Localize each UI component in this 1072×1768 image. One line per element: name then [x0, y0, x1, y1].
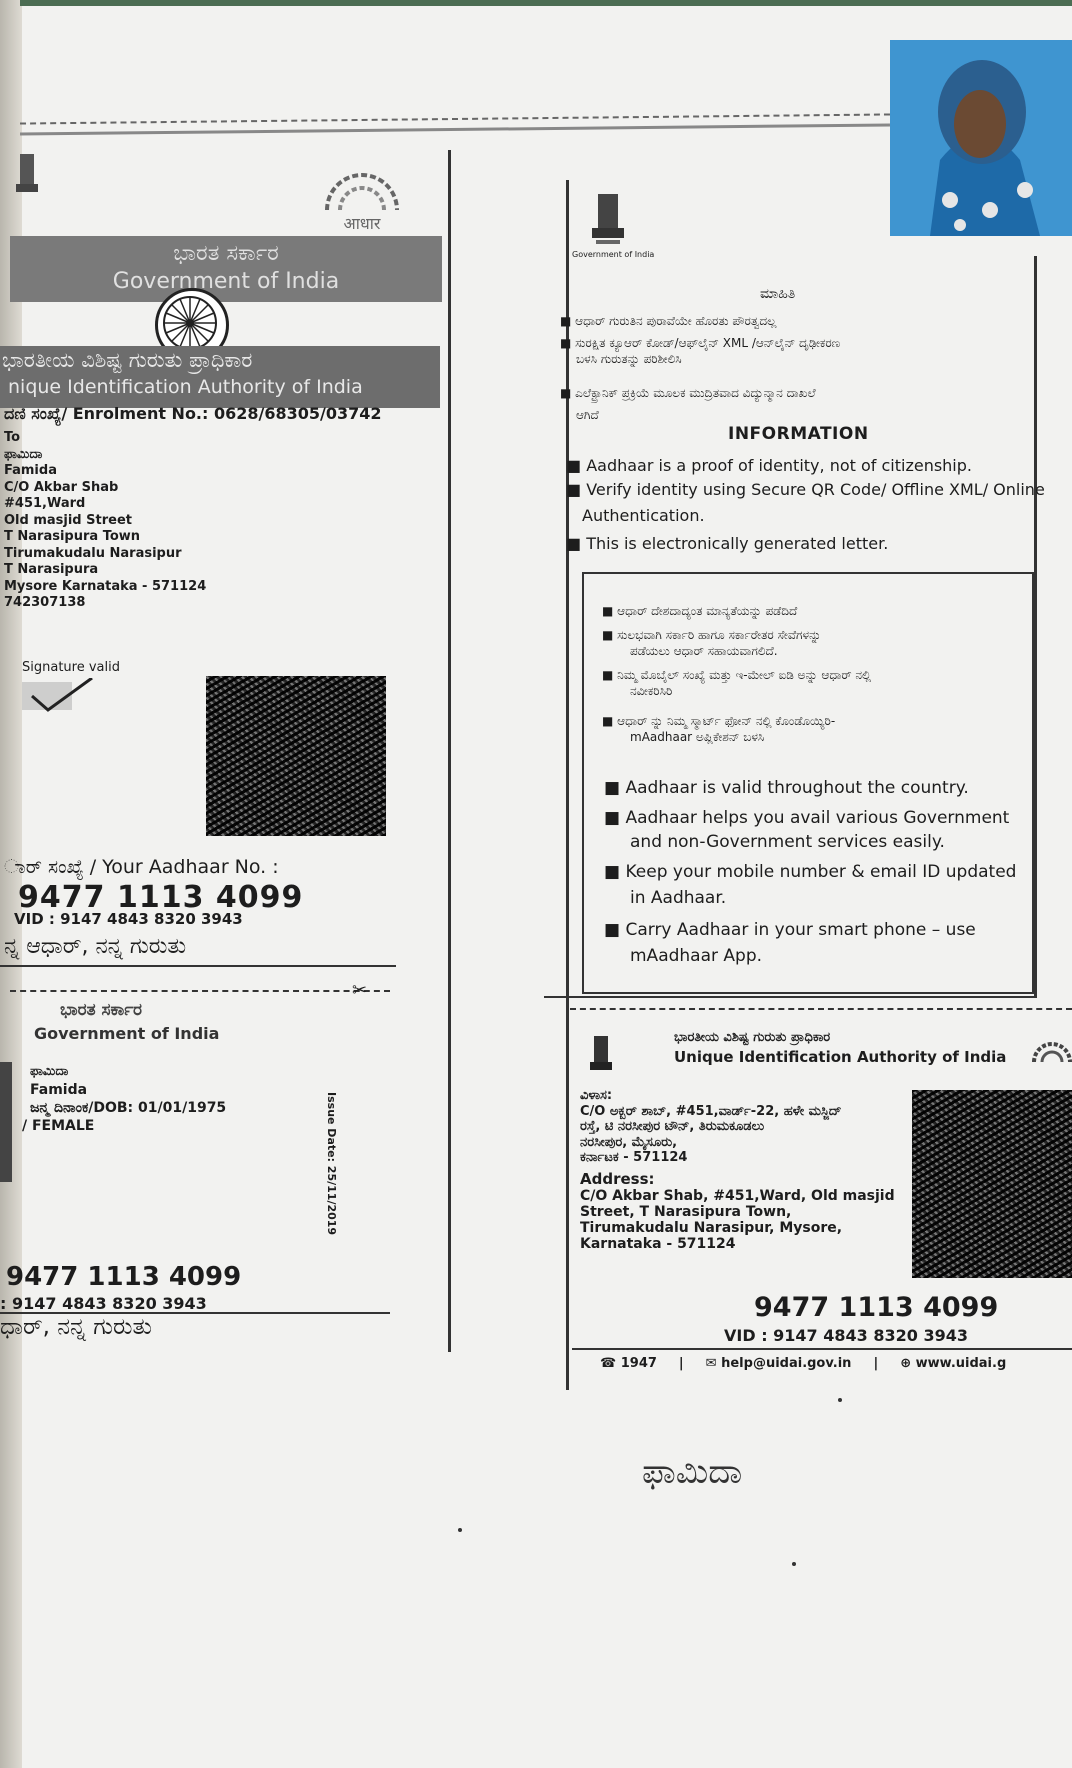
info-bullet-kn: ■ ಸುರಕ್ಷಿತ ಕ್ಯೂಆರ್ ಕೋಡ್/ಆಫ್‌ಲೈನ್ XML /ಆನ್‌ಲೈನ್ ದೃಢೀಕರಣ	[560, 336, 841, 350]
aadhaar-sun-icon	[1030, 1024, 1072, 1064]
tagline: ನ್ನ ಆಧಾರ್, ನನ್ನ ಗುರುತು	[4, 934, 187, 959]
email-address: help@uidai.gov.in	[721, 1356, 852, 1371]
address-line: T Narasipura Town	[4, 529, 141, 544]
uidai-kn: ಭಾರತೀಯ ವಿಶಿಷ್ಟ ಗುರುತು ಪ್ರಾಧಿಕಾರ	[2, 348, 253, 372]
box-bullet-kn-text: ನಿಮ್ಮ ಮೊಬೈಲ್ ಸಂಖ್ಯೆ ಮತ್ತು ಇ-ಮೇಲ್ ಐಡಿ ಅನ್ನು ಆಧಾರ್ ನಲ್ಲಿ	[617, 668, 872, 682]
info-bullet-kn-text: ಆಧಾರ್ ಗುರುತಿನ ಪುರಾವೆಯೇ ಹೊರತು ಪೌರತ್ವದಲ್ಲ	[575, 314, 777, 328]
email-item	[706, 1356, 852, 1371]
national-emblem-icon	[584, 188, 632, 252]
holder-name-kn: ಫಾಮಿದಾ	[30, 1064, 69, 1079]
globe-icon: ⊕	[900, 1356, 912, 1371]
vid-number: VID : 9147 4843 8320 3943	[14, 910, 243, 928]
gov-banner	[10, 236, 442, 302]
issue-date: Issue Date: 25/11/2019	[325, 1092, 338, 1236]
top-solid-line	[20, 123, 890, 135]
address-kn-line: C/O ಅಕ್ಬರ್ ಶಾಬ್, #451,ವಾರ್ಡ್-22, ಹಳೇ ಮಸ್ಜಿದ್	[580, 1103, 842, 1119]
box-bullet-kn-cont: ನವೀಕರಿಸಿರಿ	[630, 684, 673, 698]
cut-line	[10, 990, 390, 992]
holder-name: Famida	[30, 1082, 88, 1098]
footer-divider	[572, 1348, 1072, 1350]
phone-number: 1947	[620, 1356, 657, 1371]
info-bullet: ■ Aadhaar is a proof of identity, not of citizenship.	[566, 456, 972, 475]
speck	[838, 1398, 842, 1402]
address-en-line: C/O Akbar Shab, #451,Ward, Old masjid	[580, 1188, 895, 1204]
address-en-line: Street, T Narasipura Town,	[580, 1204, 792, 1220]
info-bullet-kn-cont: ಆಗಿದೆ	[576, 408, 599, 422]
contact-footer	[600, 1356, 1006, 1371]
box-bullet-kn: ■ ಆಧಾರ್ ದೇಶದಾದ್ಯಂತ ಮಾನ್ಯತೆಯನ್ನು ಪಡೆದಿದೆ	[602, 604, 798, 618]
address-line: Famida	[4, 463, 57, 478]
box-bullet: ■ Keep your mobile number & email ID updated	[604, 862, 1017, 882]
info-bullet-kn-text: ಸುರಕ್ಷಿತ ಕ್ಯೂಆರ್ ಕೋಡ್/ಆಫ್‌ಲೈನ್ XML /ಆನ್‌ಲೈನ್ ದೃಢೀಕರಣ	[575, 336, 841, 350]
address-line: T Narasipura	[4, 562, 99, 577]
scissors-icon: ✂	[352, 980, 368, 1001]
recipient-address	[4, 430, 206, 612]
national-emblem-icon	[588, 1034, 614, 1078]
info-bullet-text: Aadhaar is a proof of identity, not of citizenship.	[586, 456, 972, 475]
cut-line	[570, 1008, 1072, 1010]
address-kn-line: ವಿಳಾಸ:	[580, 1088, 613, 1103]
qr-code	[206, 676, 386, 836]
card-tagline: ಧಾರ್, ನನ್ನ ಗುರುತು	[0, 1314, 152, 1340]
uidai-en: nique Identification Authority of India	[8, 376, 363, 398]
gov-en: Government of India	[112, 269, 340, 294]
address-line: C/O Akbar Shab	[4, 479, 119, 495]
card-photo	[0, 1062, 12, 1182]
box-bullet-kn: ■ ಆಧಾರ್ ನ್ನು ನಿಮ್ಮ ಸ್ಮಾರ್ಟ್ ಫೋನ್ ನಲ್ಲಿ ಕೊಂಡೊಯ್ಯಿರಿ-	[602, 714, 836, 728]
web-item	[900, 1356, 1006, 1371]
holder-photo	[890, 40, 1072, 236]
box-bullet-kn-cont: ಪಡೆಯಲು ಆಧಾರ್ ಸಹಾಯವಾಗಲಿದೆ.	[630, 644, 778, 658]
info-bullet-kn-cont: ಬಳಸಿ ಗುರುತನ್ನು ಪರಿಶೀಲಿಸಿ	[576, 352, 682, 366]
box-bullet: ■ Carry Aadhaar in your smart phone – use	[604, 920, 976, 940]
info-bullet-kn: ■ ಆಧಾರ್ ಗುರುತಿನ ಪುರಾವೆಯೇ ಹೊರತು ಪೌರತ್ವದಲ್ಲ	[560, 314, 777, 328]
address-line: ಫಾಮಿದಾ	[4, 446, 43, 462]
separator: |	[873, 1356, 879, 1371]
website: www.uidai.g	[915, 1356, 1007, 1371]
address-line: To	[4, 430, 21, 445]
separator: |	[678, 1356, 684, 1371]
qr-code	[912, 1090, 1072, 1278]
address-en	[580, 1188, 895, 1252]
address-line: #451,Ward	[4, 496, 86, 511]
card-gov-kn: ಭಾರತ ಸರ್ಕಾರ	[60, 1000, 143, 1020]
info-bullet-kn-text: ಎಲೆಕ್ಟ್ರಾನಿಕ್ ಪ್ರಕ್ರಿಯೆ ಮೂಲಕ ಮುದ್ರಿತವಾದ ವಿದ್ಯುನ್ಮಾನ ದಾಖಲೆ	[575, 386, 816, 400]
info-bullet: ■ This is electronically generated letter.	[566, 534, 889, 553]
box-bullet-text: Carry Aadhaar in your smart phone – use	[625, 920, 976, 940]
top-strip	[20, 0, 1072, 6]
address-en-line: Karnataka - 571124	[580, 1236, 736, 1252]
info-bullet-kn: ■ ಎಲೆಕ್ಟ್ರಾನಿಕ್ ಪ್ರಕ್ರಿಯೆ ಮೂಲಕ ಮುದ್ರಿತವಾದ ವಿದ್ಯುನ್ಮಾನ ದಾಖಲೆ	[560, 386, 816, 400]
checkmark-icon	[22, 678, 102, 714]
info-bullet: ■ Verify identity using Secure QR Code/ Offline XML/ Online	[566, 480, 1045, 499]
card-uidai-kn: ಭಾರತೀಯ ವಿಶಿಷ್ಟ ಗುರುತು ಪ್ರಾಧಿಕಾರ	[674, 1030, 831, 1045]
box-bullet-kn-text: ಸುಲಭವಾಗಿ ಸರ್ಕಾರಿ ಹಾಗೂ ಸರ್ಕಾರೇತರ ಸೇವೆಗಳನ್ನು	[617, 628, 822, 642]
address-line: Mysore Karnataka - 571124	[4, 578, 207, 594]
gender: / FEMALE	[22, 1118, 95, 1134]
box-bullet-text: Keep your mobile number & email ID updated	[625, 862, 1017, 882]
box-bullet: ■ Aadhaar is valid throughout the country.	[604, 778, 969, 798]
info-bullet-text: Verify identity using Secure QR Code/ Offline XML/ Online	[586, 480, 1045, 499]
divider	[0, 965, 396, 967]
box-bullet: ■ Aadhaar helps you avail various Government	[604, 808, 1010, 828]
national-emblem-icon	[14, 150, 40, 210]
box-bullet-kn-cont: mAadhaar ಅಪ್ಲಿಕೇಶನ್ ಬಳಸಿ	[630, 730, 765, 744]
box-bullet-cont: mAadhaar App.	[630, 946, 763, 966]
card-gov-en: Government of India	[34, 1024, 220, 1043]
aadhaar-logo-text: आधार	[343, 214, 381, 233]
gov-kn: ಭಾರತ ಸರ್ಕಾರ	[173, 241, 279, 266]
info-bullet-text: This is electronically generated letter.	[586, 534, 889, 553]
aadhaar-sun-icon	[312, 172, 412, 212]
email-icon: ✉	[705, 1356, 717, 1371]
card-vid-number: : 9147 4843 8320 3943	[0, 1294, 207, 1313]
goi-small-label: Government of India	[572, 250, 655, 259]
info-bullet-cont: Authentication.	[582, 506, 705, 525]
box-bullet-text: Aadhaar helps you avail various Government	[625, 808, 1010, 828]
aadhaar-logo	[312, 172, 412, 232]
portrait-image	[890, 40, 1072, 236]
box-bullet-cont: in Aadhaar.	[630, 888, 727, 908]
address-en-line: Tirumakudalu Narasipur, Mysore,	[580, 1220, 843, 1236]
your-aadhaar-label: ಾರ್ ಸಂಖ್ಯೆ / Your Aadhaar No. :	[4, 856, 279, 878]
info-title: INFORMATION	[728, 424, 869, 444]
card-aadhaar-number: 9477 1113 4099	[754, 1292, 999, 1323]
address-kn	[580, 1088, 841, 1166]
box-bullet-kn: ■ ನಿಮ್ಮ ಮೊಬೈಲ್ ಸಂಖ್ಯೆ ಮತ್ತು ಇ-ಮೇಲ್ ಐಡಿ ಅನ್ನು ಆಧಾರ್ ನಲ್ಲಿ	[602, 668, 872, 682]
speck	[792, 1562, 796, 1566]
info-title-kn: ಮಾಹಿತಿ	[760, 286, 796, 302]
card-aadhaar-number: 9477 1113 4099	[6, 1262, 242, 1292]
top-dashed-line	[20, 113, 890, 124]
box-bullet-kn-text: ಆಧಾರ್ ದೇಶದಾದ್ಯಂತ ಮಾನ್ಯತೆಯನ್ನು ಪಡೆದಿದೆ	[617, 604, 798, 618]
phone-icon: ☎	[600, 1356, 617, 1371]
box-bullet-kn-text: ಆಧಾರ್ ನ್ನು ನಿಮ್ಮ ಸ್ಮಾರ್ಟ್ ಫೋನ್ ನಲ್ಲಿ ಕೊಂಡೊಯ್ಯಿರಿ-	[617, 714, 836, 728]
address-label: Address:	[580, 1170, 655, 1188]
aadhaar-number: 9477 1113 4099	[18, 880, 304, 915]
card-vid-number: VID : 9147 4843 8320 3943	[724, 1326, 968, 1345]
signature-valid-label: Signature valid	[22, 660, 120, 675]
address-line: Tirumakudalu Narasipur	[4, 545, 182, 561]
address-line: 742307138	[4, 595, 86, 610]
enrolment-number: ದಣಿ ಸಂಖ್ಯೆ/ Enrolment No.: 0628/68305/03742	[4, 404, 382, 423]
address-line: Old masjid Street	[4, 512, 132, 528]
address-kn-line: ರಸ್ತೆ, ಟಿ ನರಸೀಪುರ ಟೌನ್, ತಿರುಮಕೂಡಲು	[580, 1119, 765, 1134]
date-of-birth: ಜನ್ಮ ದಿನಾಂಕ/DOB: 01/01/1975	[30, 1100, 227, 1116]
speck	[458, 1528, 462, 1532]
address-kn-line: ನರಸೀಪುರ, ಮೈಸೂರು,	[580, 1134, 678, 1150]
box-bullet-cont: and non-Government services easily.	[630, 832, 945, 852]
phone-item	[600, 1356, 657, 1371]
box-bullet-kn: ■ ಸುಲಭವಾಗಿ ಸರ್ಕಾರಿ ಹಾಗೂ ಸರ್ಕಾರೇತರ ಸೇವೆಗಳನ್ನು	[602, 628, 822, 642]
address-kn-line: ಕರ್ನಾಟಕ - 571124	[580, 1150, 688, 1165]
card-uidai-en: Unique Identification Authority of India	[674, 1048, 1007, 1066]
box-bullet-text: Aadhaar is valid throughout the country.	[625, 778, 969, 798]
handwritten-signature: ಫಾಮಿದಾ	[642, 1452, 743, 1492]
uidai-banner	[0, 346, 440, 408]
